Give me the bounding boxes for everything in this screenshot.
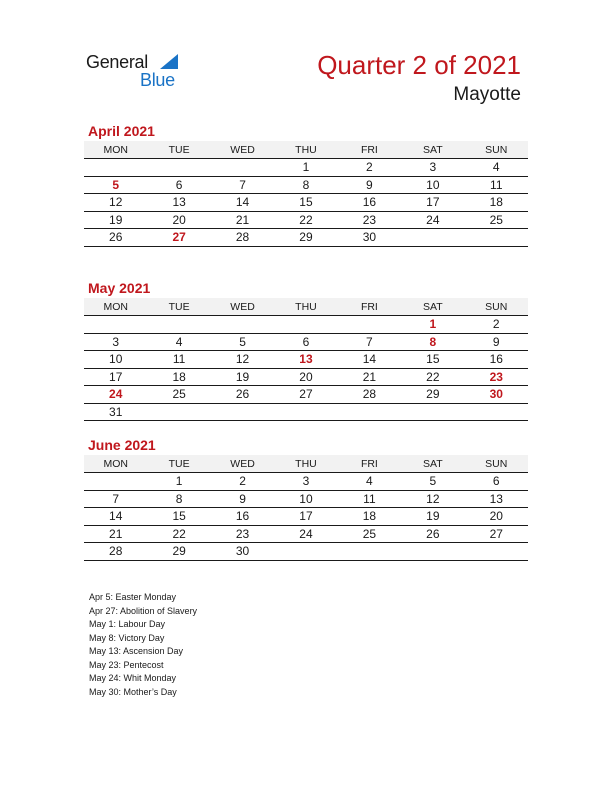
- region-name: Mayotte: [453, 84, 521, 105]
- week-row: [84, 211, 528, 229]
- calendar-grid: [84, 298, 528, 421]
- day-cell: 3: [274, 473, 337, 491]
- day-cell: 9: [465, 333, 528, 351]
- day-cell: 24: [274, 525, 337, 543]
- day-cell: 3: [401, 159, 464, 177]
- day-cell: 7: [338, 333, 401, 351]
- day-cell: 19: [84, 211, 147, 229]
- day-cell: 14: [84, 508, 147, 526]
- logo-triangle-icon: [160, 54, 178, 69]
- weekday-label: THU: [274, 141, 337, 159]
- day-cell: 26: [211, 386, 274, 404]
- holiday-note: May 8: Victory Day: [89, 632, 165, 643]
- month-title: April 2021: [88, 123, 155, 139]
- day-cell: 17: [84, 368, 147, 386]
- empty-day-cell: [465, 543, 528, 561]
- day-cell: 26: [401, 525, 464, 543]
- day-cell: 8: [147, 490, 210, 508]
- day-cell: 5: [84, 176, 147, 194]
- week-row: [84, 473, 528, 491]
- week-row: [84, 508, 528, 526]
- holiday-note: Apr 27: Abolition of Slavery: [89, 605, 198, 616]
- day-cell: 12: [211, 351, 274, 369]
- day-cell: 18: [465, 194, 528, 212]
- week-row: [84, 368, 528, 386]
- day-cell: 4: [465, 159, 528, 177]
- calendar-grid: [84, 455, 528, 561]
- day-cell: 25: [338, 525, 401, 543]
- weekday-label: TUE: [147, 455, 210, 473]
- day-cell: 10: [274, 490, 337, 508]
- week-row: [84, 351, 528, 369]
- day-cell: 1: [274, 159, 337, 177]
- day-cell: 30: [338, 229, 401, 247]
- empty-day-cell: [338, 403, 401, 421]
- page-title: Quarter 2 of 2021: [317, 50, 521, 80]
- day-cell: 19: [211, 368, 274, 386]
- day-cell: 27: [147, 229, 210, 247]
- day-cell: 6: [465, 473, 528, 491]
- logo-general-text: General: [86, 52, 148, 72]
- day-cell: 11: [338, 490, 401, 508]
- weekday-label: TUE: [147, 141, 210, 159]
- day-cell: 17: [274, 508, 337, 526]
- empty-day-cell: [84, 316, 147, 334]
- empty-day-cell: [211, 159, 274, 177]
- day-cell: 14: [338, 351, 401, 369]
- day-cell: 12: [84, 194, 147, 212]
- day-cell: 9: [338, 176, 401, 194]
- day-cell: 6: [147, 176, 210, 194]
- day-cell: 8: [401, 333, 464, 351]
- week-row: [84, 194, 528, 212]
- day-cell: 2: [338, 159, 401, 177]
- day-cell: 20: [274, 368, 337, 386]
- month-may: [84, 279, 528, 421]
- day-cell: 30: [211, 543, 274, 561]
- weekday-label: MON: [84, 298, 147, 316]
- empty-day-cell: [147, 403, 210, 421]
- day-cell: 11: [465, 176, 528, 194]
- day-cell: 7: [211, 176, 274, 194]
- day-cell: 22: [147, 525, 210, 543]
- day-cell: 28: [211, 229, 274, 247]
- week-row: [84, 403, 528, 421]
- empty-day-cell: [401, 543, 464, 561]
- day-cell: 24: [401, 211, 464, 229]
- weekday-label: WED: [211, 455, 274, 473]
- holiday-note: May 30: Mother’s Day: [89, 686, 177, 697]
- weekday-label: MON: [84, 455, 147, 473]
- day-cell: 21: [211, 211, 274, 229]
- day-cell: 10: [401, 176, 464, 194]
- weekday-label: THU: [274, 298, 337, 316]
- day-cell: 30: [465, 386, 528, 404]
- day-cell: 13: [147, 194, 210, 212]
- week-row: [84, 176, 528, 194]
- day-cell: 22: [274, 211, 337, 229]
- weekday-label: TUE: [147, 298, 210, 316]
- weekday-label: WED: [211, 298, 274, 316]
- day-cell: 4: [147, 333, 210, 351]
- weekday-label: SUN: [465, 298, 528, 316]
- day-cell: 5: [211, 333, 274, 351]
- empty-day-cell: [338, 316, 401, 334]
- day-cell: 15: [147, 508, 210, 526]
- day-cell: 16: [338, 194, 401, 212]
- day-cell: 19: [401, 508, 464, 526]
- holiday-note: May 1: Labour Day: [89, 619, 166, 629]
- day-cell: 23: [211, 525, 274, 543]
- week-row: [84, 316, 528, 334]
- holiday-notes: [89, 591, 197, 699]
- day-cell: 13: [465, 490, 528, 508]
- day-cell: 10: [84, 351, 147, 369]
- month-june: [84, 436, 528, 561]
- empty-day-cell: [338, 543, 401, 561]
- day-cell: 16: [211, 508, 274, 526]
- logo: [86, 51, 196, 91]
- day-cell: 21: [338, 368, 401, 386]
- day-cell: 5: [401, 473, 464, 491]
- week-row: [84, 490, 528, 508]
- month-title: June 2021: [88, 437, 156, 453]
- day-cell: 27: [274, 386, 337, 404]
- day-cell: 29: [274, 229, 337, 247]
- day-cell: 20: [147, 211, 210, 229]
- empty-day-cell: [274, 316, 337, 334]
- day-cell: 18: [147, 368, 210, 386]
- day-cell: 12: [401, 490, 464, 508]
- day-cell: 28: [84, 543, 147, 561]
- holiday-note: May 24: Whit Monday: [89, 673, 177, 683]
- day-cell: 4: [338, 473, 401, 491]
- weekday-header-row: [84, 298, 528, 316]
- holiday-note: Apr 5: Easter Monday: [89, 592, 177, 602]
- week-row: [84, 229, 528, 247]
- day-cell: 14: [211, 194, 274, 212]
- day-cell: 22: [401, 368, 464, 386]
- weekday-label: SUN: [465, 141, 528, 159]
- day-cell: 15: [401, 351, 464, 369]
- day-cell: 20: [465, 508, 528, 526]
- day-cell: 1: [147, 473, 210, 491]
- empty-day-cell: [274, 403, 337, 421]
- calendar-grid: [84, 141, 528, 247]
- day-cell: 6: [274, 333, 337, 351]
- day-cell: 7: [84, 490, 147, 508]
- empty-day-cell: [274, 543, 337, 561]
- week-row: [84, 386, 528, 404]
- day-cell: 31: [84, 403, 147, 421]
- day-cell: 17: [401, 194, 464, 212]
- weekday-label: SAT: [401, 298, 464, 316]
- weekday-label: FRI: [338, 298, 401, 316]
- empty-day-cell: [401, 229, 464, 247]
- empty-day-cell: [84, 159, 147, 177]
- weekday-label: WED: [211, 141, 274, 159]
- day-cell: 29: [401, 386, 464, 404]
- weekday-header-row: [84, 141, 528, 159]
- week-row: [84, 333, 528, 351]
- week-row: [84, 159, 528, 177]
- day-cell: 2: [465, 316, 528, 334]
- day-cell: 27: [465, 525, 528, 543]
- day-cell: 23: [465, 368, 528, 386]
- week-row: [84, 525, 528, 543]
- day-cell: 29: [147, 543, 210, 561]
- day-cell: 24: [84, 386, 147, 404]
- week-row: [84, 543, 528, 561]
- day-cell: 25: [465, 211, 528, 229]
- empty-day-cell: [401, 403, 464, 421]
- day-cell: 18: [338, 508, 401, 526]
- weekday-header-row: [84, 455, 528, 473]
- month-april: [84, 122, 528, 247]
- logo-blue-text: Blue: [140, 70, 175, 90]
- weekday-label: FRI: [338, 141, 401, 159]
- day-cell: 15: [274, 194, 337, 212]
- day-cell: 13: [274, 351, 337, 369]
- day-cell: 3: [84, 333, 147, 351]
- day-cell: 21: [84, 525, 147, 543]
- empty-day-cell: [211, 403, 274, 421]
- month-title: May 2021: [88, 280, 151, 296]
- empty-day-cell: [84, 473, 147, 491]
- weekday-label: FRI: [338, 455, 401, 473]
- empty-day-cell: [147, 159, 210, 177]
- day-cell: 26: [84, 229, 147, 247]
- holiday-note: May 23: Pentecost: [89, 659, 164, 670]
- day-cell: 28: [338, 386, 401, 404]
- empty-day-cell: [465, 229, 528, 247]
- day-cell: 23: [338, 211, 401, 229]
- empty-day-cell: [147, 316, 210, 334]
- weekday-label: SAT: [401, 455, 464, 473]
- weekday-label: SAT: [401, 141, 464, 159]
- weekday-label: MON: [84, 141, 147, 159]
- weekday-label: THU: [274, 455, 337, 473]
- holiday-note: May 13: Ascension Day: [89, 646, 184, 656]
- weekday-label: SUN: [465, 455, 528, 473]
- day-cell: 8: [274, 176, 337, 194]
- day-cell: 1: [401, 316, 464, 334]
- day-cell: 11: [147, 351, 210, 369]
- empty-day-cell: [465, 403, 528, 421]
- empty-day-cell: [211, 316, 274, 334]
- day-cell: 9: [211, 490, 274, 508]
- day-cell: 16: [465, 351, 528, 369]
- day-cell: 2: [211, 473, 274, 491]
- day-cell: 25: [147, 386, 210, 404]
